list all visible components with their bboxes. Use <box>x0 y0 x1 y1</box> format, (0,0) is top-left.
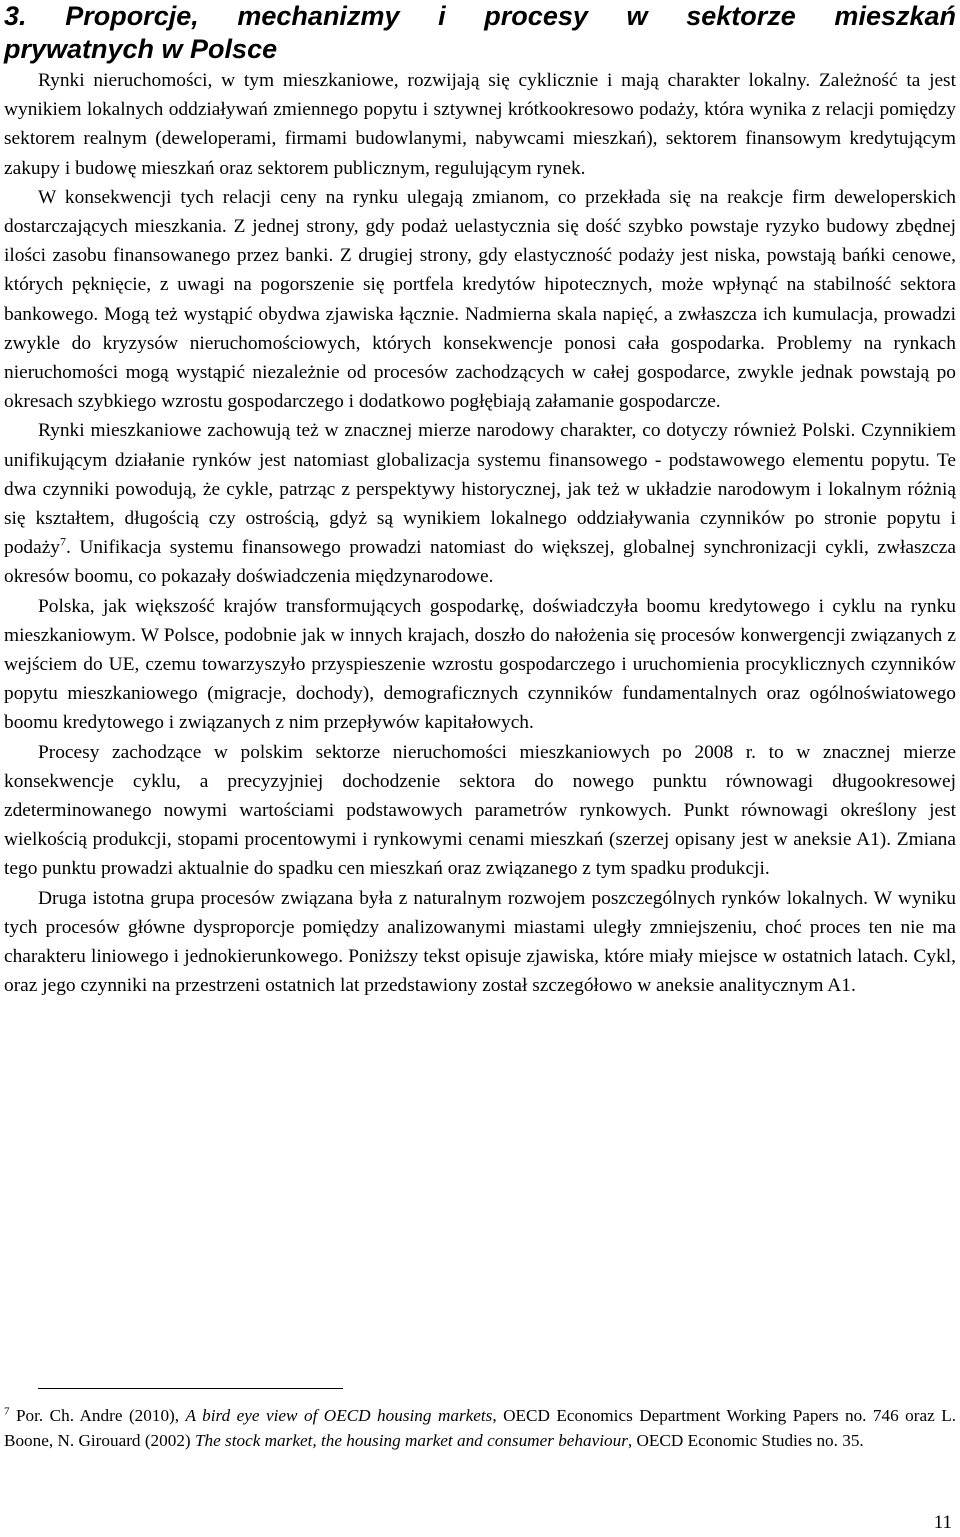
paragraph-6 <box>4 884 956 1001</box>
paragraph-1-text: Rynki nieruchomości, w tym mieszkaniowe, rozwijają się cyklicznie i mają charakter lokalny. Zależność ta jest wynikiem lokalnych oddziaływań zmiennego popytu i sztywnej krótkookresowo podaży, która wynika z relacji pomiędzy sektorem realnym (deweloperami, firmami budowlanymi, nabywcami mieszkań), sektorem finansowym kredytującym zakupy i budowę mieszkań oraz sektorem publicznym, regulującym rynek. <box>4 70 956 179</box>
footnote-ref-7[interactable]: 7 <box>60 534 66 549</box>
paragraph-5 <box>4 738 956 884</box>
footnote-number: 7 <box>4 1405 10 1418</box>
paragraph-3-text-b: . Unifikacja systemu finansowego prowadzi natomiast do większej, globalnej synchronizacji cykli, zwłaszcza okresów boomu, co pokazały doświadczenia międzynarodowe. <box>4 537 956 588</box>
paragraph-4 <box>4 592 956 738</box>
document-page <box>4 0 956 1001</box>
body-text <box>4 66 956 1001</box>
paragraph-3 <box>4 416 956 591</box>
footnote-text-c: , OECD Economic Studies no. 35. <box>627 1430 864 1450</box>
paragraph-2 <box>4 183 956 417</box>
paragraph-3-text-a: Rynki mieszkaniowe zachowują też w znacznej mierze narodowy charakter, co dotyczy również Polski. Czynnikiem unifikującym działanie rynków jest natomiast globalizacja systemu finansowego - podstawowego elementu popytu. Te dwa czynniki powodują, że cykle, patrząc z perspektywy historycznej, jak też w układzie narodowym i lokalnym różnią się kształtem, długością czy ostrością, gdyż są wynikiem lokalnego oddziaływania czynników po stronie popytu i podaży <box>4 420 956 559</box>
footnote-title-b: The stock market, the housing market and consumer behaviour <box>194 1430 628 1450</box>
page-number: 11 <box>933 1512 952 1533</box>
section-heading-line-2: prywatnych w Polsce <box>4 34 278 64</box>
footnote-title-a: A bird eye view of OECD housing markets <box>185 1406 493 1425</box>
section-heading-line-1: 3. Proporcje, mechanizmy i procesy w sektorze mieszkań <box>4 1 956 31</box>
section-heading <box>4 0 956 66</box>
paragraph-1 <box>4 66 956 183</box>
footnote-text-b: , OECD Economics Department Working Papers no. 746 oraz L. Boone, N. Girouard (2002) <box>4 1406 957 1450</box>
footnote-separator <box>38 1388 343 1389</box>
paragraph-6-text: Druga istotna grupa procesów związana była z naturalnym rozwojem poszczególnych rynków lokalnych. W wyniku tych procesów główne dysproporcje pomiędzy analizowanymi miastami uległy zmniejszeniu, choć proces ten nie ma charakteru liniowego i jednokierunkowego. Poniższy tekst opisuje zjawiska, które miały miejsce w ostatnich latach. Cykl, oraz jego czynniki na przestrzeni ostatnich lat przedstawiony został szczegółowo w aneksie analitycznym A1. <box>4 887 956 997</box>
footnote-7 <box>4 1404 956 1453</box>
paragraph-5-text: Procesy zachodzące w polskim sektorze nieruchomości mieszkaniowych po 2008 r. to w znacznej mierze konsekwencje cyklu, a precyzyjniej dochodzenie sektora do nowego punktu równowagi długookresowej zdeterminowanego nowymi wartościami podstawowych parametrów rynkowych. Punkt równowagi określony jest wielkością produkcji, stopami procentowymi i rynkowymi cenami mieszkań (szerzej opisany jest w aneksie A1). Zmiana tego punktu prowadzi aktualnie do spadku cen mieszkań oraz związanego z tym spadku produkcji. <box>4 741 956 880</box>
paragraph-2-text: W konsekwencji tych relacji ceny na rynku ulegają zmianom, co przekłada się na reakcje firm deweloperskich dostarczających mieszkania. Z jednej strony, gdy podaż uelastycznia się dość szybko powstaje ryzyko budowy zbędnej ilości zasobu finansowanego przez banki. Z drugiej strony, gdy elastyczność podaży jest niska, powstają bańki cenowe, których pęknięcie, z uwagi na pogorszenie się portfela kredytów hipotecznych, może wpłynąć na stabilność sektora bankowego. Mogą też wystąpić obydwa zjawiska łącznie. Nadmierna skala napięć, a zwłaszcza ich kumulacja, prowadzi zwykle do kryzysów nieruchomościowych, których konsekwencje ponosi cała gospodarka. Problemy na rynkach nieruchomości mogą wystąpić niezależnie od procesów zachodzących w całej gospodarce, zwykle jednak powstają po okresach szybkiego wzrostu gospodarczego i dodatkowo pogłębiają załamanie gospodarcze. <box>4 186 956 413</box>
footnote-text-a: Por. Ch. Andre (2010), <box>9 1406 186 1425</box>
paragraph-4-text: Polska, jak większość krajów transformujących gospodarkę, doświadczyła boomu kredytowego i cyklu na rynku mieszkaniowym. W Polsce, podobnie jak w innych krajach, doszło do nałożenia się procesów konwergencji związanych z wejściem do UE, czemu towarzyszyło przyspieszenie wzrostu gospodarczego i uruchomienia procyklicznych czynników popytu mieszkaniowego (migracje, dochody), demograficznych czynników fundamentalnych oraz ogólnoświatowego boomu kredytowego i związanych z nim przepływów kapitałowych. <box>4 595 956 734</box>
